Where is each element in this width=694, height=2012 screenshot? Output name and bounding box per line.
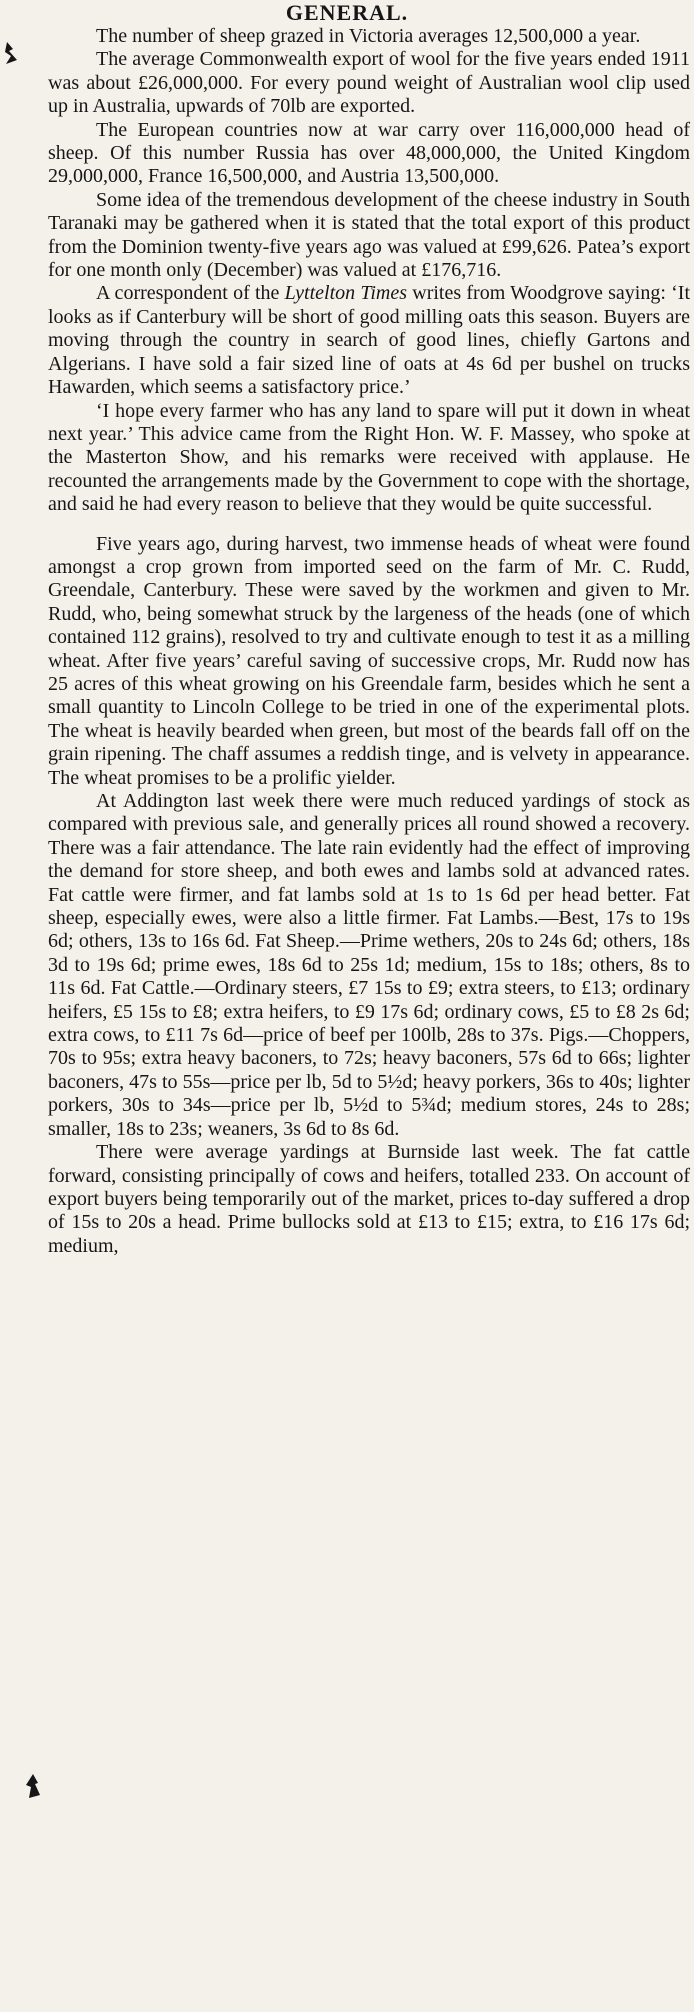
section-heading: GENERAL. xyxy=(285,0,409,25)
margin-ink-blot-icon xyxy=(24,1773,42,1799)
article-column xyxy=(0,25,694,1258)
paragraph-sheep-victoria: The number of sheep grazed in Victoria averages 12,500,000 a year. xyxy=(96,25,641,47)
paragraph-wool-export: The average Commonwealth export of wool for the five years ended 1911 was about £26,000,000. For every pound weight of Australian wool clip used up in Australia, upwards of 70lb are exported. xyxy=(48,48,690,118)
paragraph-milling-oats-lead: A correspondent of the xyxy=(96,282,285,305)
newspaper-title: Lyttelton Times xyxy=(284,282,408,305)
paragraph-european-sheep: The European countries now at war carry over 116,000,000 head of sheep. Of this number Russia has over 48,000,000, the United Kingdom 29,000,000, France 16,500,000, and Austria 13,500,000. xyxy=(48,118,690,188)
paragraph-cheese-industry: Some idea of the tremendous development of the cheese industry in South Taranaki may be gathered when it is stated that the total export of this product from the Dominion twenty-five years ago was valued at £99,626. Patea’s export for one month only (December) was valued at £176,716. xyxy=(48,188,690,282)
paragraph-massey-wheat: ‘I hope every farmer who has any land to spare will put it down in wheat next year.’ This advice came from the Right Hon. W. F. Massey, who spoke at the Masterton Show, and his remarks were received with applause. He recounted the arrangements made by the Government to cope with the shortage, and said he had every reason to believe that they would be quite successful. xyxy=(48,399,690,516)
margin-ink-mark-icon xyxy=(3,40,21,66)
paragraph-rudd-wheat: Five years ago, during harvest, two immense heads of wheat were found amongst a crop grown from imported seed on the farm of Mr. C. Rudd, Greendale, Canterbury. These were saved by the workmen and given to Mr. Rudd, who, being somewhat struck by the largeness of the heads (one of which contained 112 grains), resolved to try and cultivate enough to test it as a milling wheat. After five years’ careful saving of successive crops, Mr. Rudd now has 25 acres of this wheat growing on his Greendale farm, besides which he sent a small quantity to Lincoln College to be tried in one of the experimental plots. The wheat is heavily bearded when green, but most of the beards fall off on the grain ripening. The chaff assumes a reddish tinge, and is velvety in appearance. The wheat promises to be a prolific yielder. xyxy=(48,532,690,789)
paragraph-addington-sale: At Addington last week there were much reduced yardings of stock as compared with previous sale, and generally prices all round showed a recovery. There was a fair attendance. The late rain evidently had the effect of improving the demand for store sheep, and both ewes and lambs sold at advanced rates. Fat cattle were firmer, and fat lambs sold at 1s to 1s 6d per head better. Fat sheep, especially ewes, were also a little firmer. Fat Lambs.—Best, 17s to 19s 6d; others, 13s to 16s 6d. Fat Sheep.—Prime wethers, 20s to 24s 6d; others, 18s 3d to 19s 6d; prime ewes, 18s 6d to 25s 1d; medium, 15s to 18s; others, 8s to 11s 6d. Fat Cattle.—Ordinary steers, £7 15s to £9; extra steers, to £13; ordinary heifers, £5 15s to £8; extra heifers, to £9 17s 6d; ordinary cows, £5 to £8 2s 6d; extra cows, to £11 7s 6d—price of beef per 100lb, 28s to 37s. Pigs.—Choppers, 70s to 95s; extra heavy baconers, to 72s; heavy baconers, 57s 6d to 66s; lighter baconers, 47s to 55s—price per lb, 5d to 5½d; heavy porkers, 36s to 40s; lighter porkers, 30s to 34s—price per lb, 5½d to 5¾d; medium stores, 24s to 28s; smaller, 18s to 23s; weaners, 3s 6d to 8s 6d. xyxy=(48,790,690,1140)
paragraph-burnside-sale: There were average yardings at Burnside last week. The fat cattle forward, consisting principally of cows and heifers, totalled 233. On account of export buyers being temporarily out of the market, prices to-day suffered a drop of 15s to 20s a head. Prime bullocks sold at £13 to £15; extra, to £16 17s 6d; medium, xyxy=(48,1141,690,1257)
paragraph-milling-oats-rest: writes from Woodgrove saying: ‘It looks as if Canterbury will be short of good milling oats this season. Buyers are moving through the country in search of good lines, chiefly Gartons and Algerians. I have sold a fair sized line of oats at 4s 6d per bushel on trucks Hawarden, which seems a satisfactory price.’ xyxy=(48,282,691,399)
paragraph-milling-oats xyxy=(48,282,690,399)
